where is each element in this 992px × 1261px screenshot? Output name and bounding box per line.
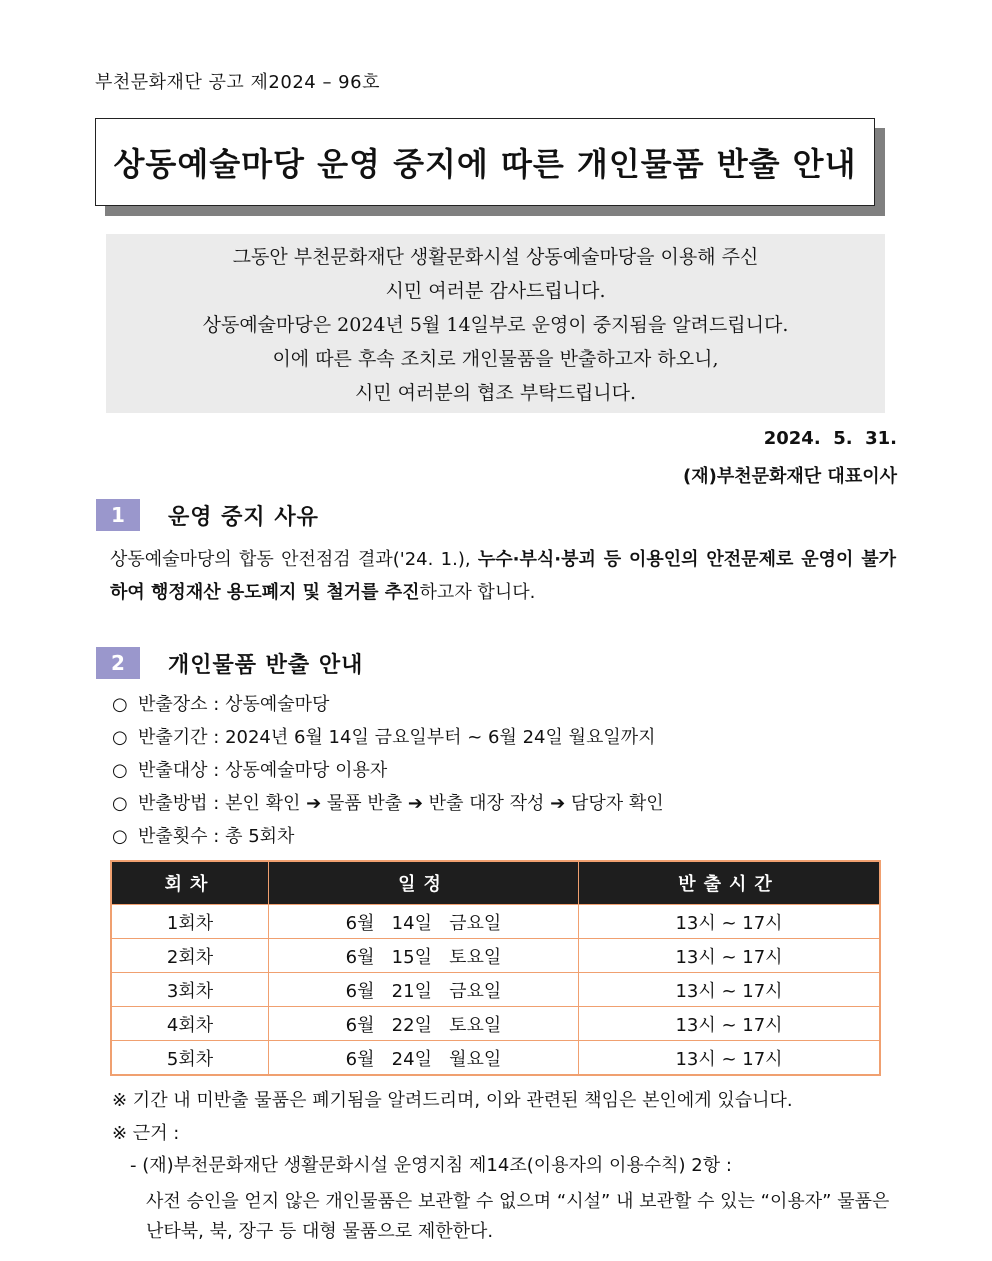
cell-round: 3회차 bbox=[111, 973, 269, 1007]
issuer: (재)부천문화재단 대표이사 bbox=[683, 466, 897, 487]
table-row bbox=[111, 905, 880, 939]
table-row bbox=[111, 1007, 880, 1041]
item-label: 반출기간 bbox=[138, 727, 208, 748]
header-schedule: 일정 bbox=[269, 861, 579, 905]
section1-text-bold: 누수·부식·붕괴 등 이용인의 안전문제로 운영이 불가하여 행정재산 용도폐지 및 철거를 추진 bbox=[110, 549, 896, 603]
list-item: ○ 반출장소 : 상동예술마당 bbox=[112, 694, 330, 715]
list-item: ○ 반출기간 : 2024년 6월 14일 금요일부터 ~ 6월 24일 월요일까지 bbox=[112, 727, 656, 748]
list-item: ○ 반출방법 : 본인 확인 ➔ 물품 반출 ➔ 반출 대장 작성 ➔ 담당자 확인 bbox=[112, 793, 664, 814]
table-row bbox=[111, 939, 880, 973]
notice-number: 부천문화재단 공고 제2024 – 96호 bbox=[95, 72, 380, 93]
cell-time: 13시 ~ 17시 bbox=[579, 973, 881, 1007]
item-value: 상동예술마당 bbox=[225, 694, 330, 715]
greeting-line: 시민 여러분 감사드립니다. bbox=[385, 280, 606, 302]
table-row bbox=[111, 1041, 880, 1076]
item-label: 반출횟수 bbox=[138, 826, 208, 847]
item-value: 총 5회차 bbox=[225, 826, 295, 847]
cell-time: 13시 ~ 17시 bbox=[579, 1041, 881, 1076]
cell-date: 6월 24일 월요일 bbox=[269, 1041, 579, 1076]
greeting-line: 이에 따른 후속 조치로 개인물품을 반출하고자 하오니, bbox=[272, 348, 719, 370]
section-title-1: 운영 중지 사유 bbox=[168, 505, 319, 530]
section1-text-plain: 상동예술마당의 합동 안전점검 결과('24. 1.), bbox=[110, 549, 478, 570]
cell-round: 5회차 bbox=[111, 1041, 269, 1076]
cell-date: 6월 14일 금요일 bbox=[269, 905, 579, 939]
circle-icon: ○ bbox=[112, 826, 128, 847]
circle-icon: ○ bbox=[112, 694, 128, 715]
section1-text bbox=[110, 543, 896, 609]
cell-date: 6월 22일 토요일 bbox=[269, 1007, 579, 1041]
title-block bbox=[95, 118, 875, 206]
cell-date: 6월 15일 토요일 bbox=[269, 939, 579, 973]
cell-round: 2회차 bbox=[111, 939, 269, 973]
list-item: ○ 반출대상 : 상동예술마당 이용자 bbox=[112, 760, 388, 781]
header-time: 반출시간 bbox=[579, 861, 881, 905]
item-value: 상동예술마당 이용자 bbox=[225, 760, 388, 781]
item-value: 2024년 6월 14일 금요일부터 ~ 6월 24일 월요일까지 bbox=[225, 727, 656, 748]
circle-icon: ○ bbox=[112, 727, 128, 748]
greeting-line: 그동안 부천문화재단 생활문화시설 상동예술마당을 이용해 주신 bbox=[232, 246, 759, 268]
circle-icon: ○ bbox=[112, 793, 128, 814]
announcement-date: 2024. 5. 31. bbox=[763, 428, 897, 449]
cell-time: 13시 ~ 17시 bbox=[579, 939, 881, 973]
item-label: 반출장소 bbox=[138, 694, 208, 715]
table-header-row bbox=[111, 861, 880, 905]
schedule-table bbox=[110, 860, 881, 1076]
section-title-2: 개인물품 반출 안내 bbox=[168, 653, 364, 678]
header-round: 회차 bbox=[111, 861, 269, 905]
greeting-box bbox=[106, 234, 885, 413]
cell-round: 1회차 bbox=[111, 905, 269, 939]
item-label: 반출대상 bbox=[138, 760, 208, 781]
note-basis: ※ 근거 : bbox=[112, 1123, 180, 1144]
circle-icon: ○ bbox=[112, 760, 128, 781]
page-title: 상동예술마당 운영 중지에 따른 개인물품 반출 안내 bbox=[95, 118, 875, 206]
basis-title: - (재)부천문화재단 생활문화시설 운영지침 제14조(이용자의 이용수칙) 2항 : bbox=[130, 1155, 732, 1176]
section-number-2: 2 bbox=[96, 647, 140, 679]
item-label: 반출방법 bbox=[138, 793, 208, 814]
item-value: 본인 확인 ➔ 물품 반출 ➔ 반출 대장 작성 ➔ 담당자 확인 bbox=[225, 793, 664, 814]
note-disposal: ※ 기간 내 미반출 물품은 폐기됨을 알려드리며, 이와 관련된 책임은 본인에게 있습니다. bbox=[112, 1090, 793, 1111]
greeting-line: 상동예술마당은 2024년 5월 14일부로 운영이 중지됨을 알려드립니다. bbox=[202, 314, 789, 336]
section1-text-plain-end: 하고자 합니다. bbox=[419, 582, 536, 603]
cell-time: 13시 ~ 17시 bbox=[579, 1007, 881, 1041]
cell-date: 6월 21일 금요일 bbox=[269, 973, 579, 1007]
table-row bbox=[111, 973, 880, 1007]
greeting-line: 시민 여러분의 협조 부탁드립니다. bbox=[354, 382, 637, 404]
list-item: ○ 반출횟수 : 총 5회차 bbox=[112, 826, 295, 847]
cell-time: 13시 ~ 17시 bbox=[579, 905, 881, 939]
cell-round: 4회차 bbox=[111, 1007, 269, 1041]
section-number-1: 1 bbox=[96, 499, 140, 531]
basis-body: 사전 승인을 얻지 않은 개인물품은 보관할 수 없으며 “시설” 내 보관할 수 있는 “이용자” 물품은 난타북, 북, 장구 등 대형 물품으로 제한한다. bbox=[146, 1191, 890, 1242]
